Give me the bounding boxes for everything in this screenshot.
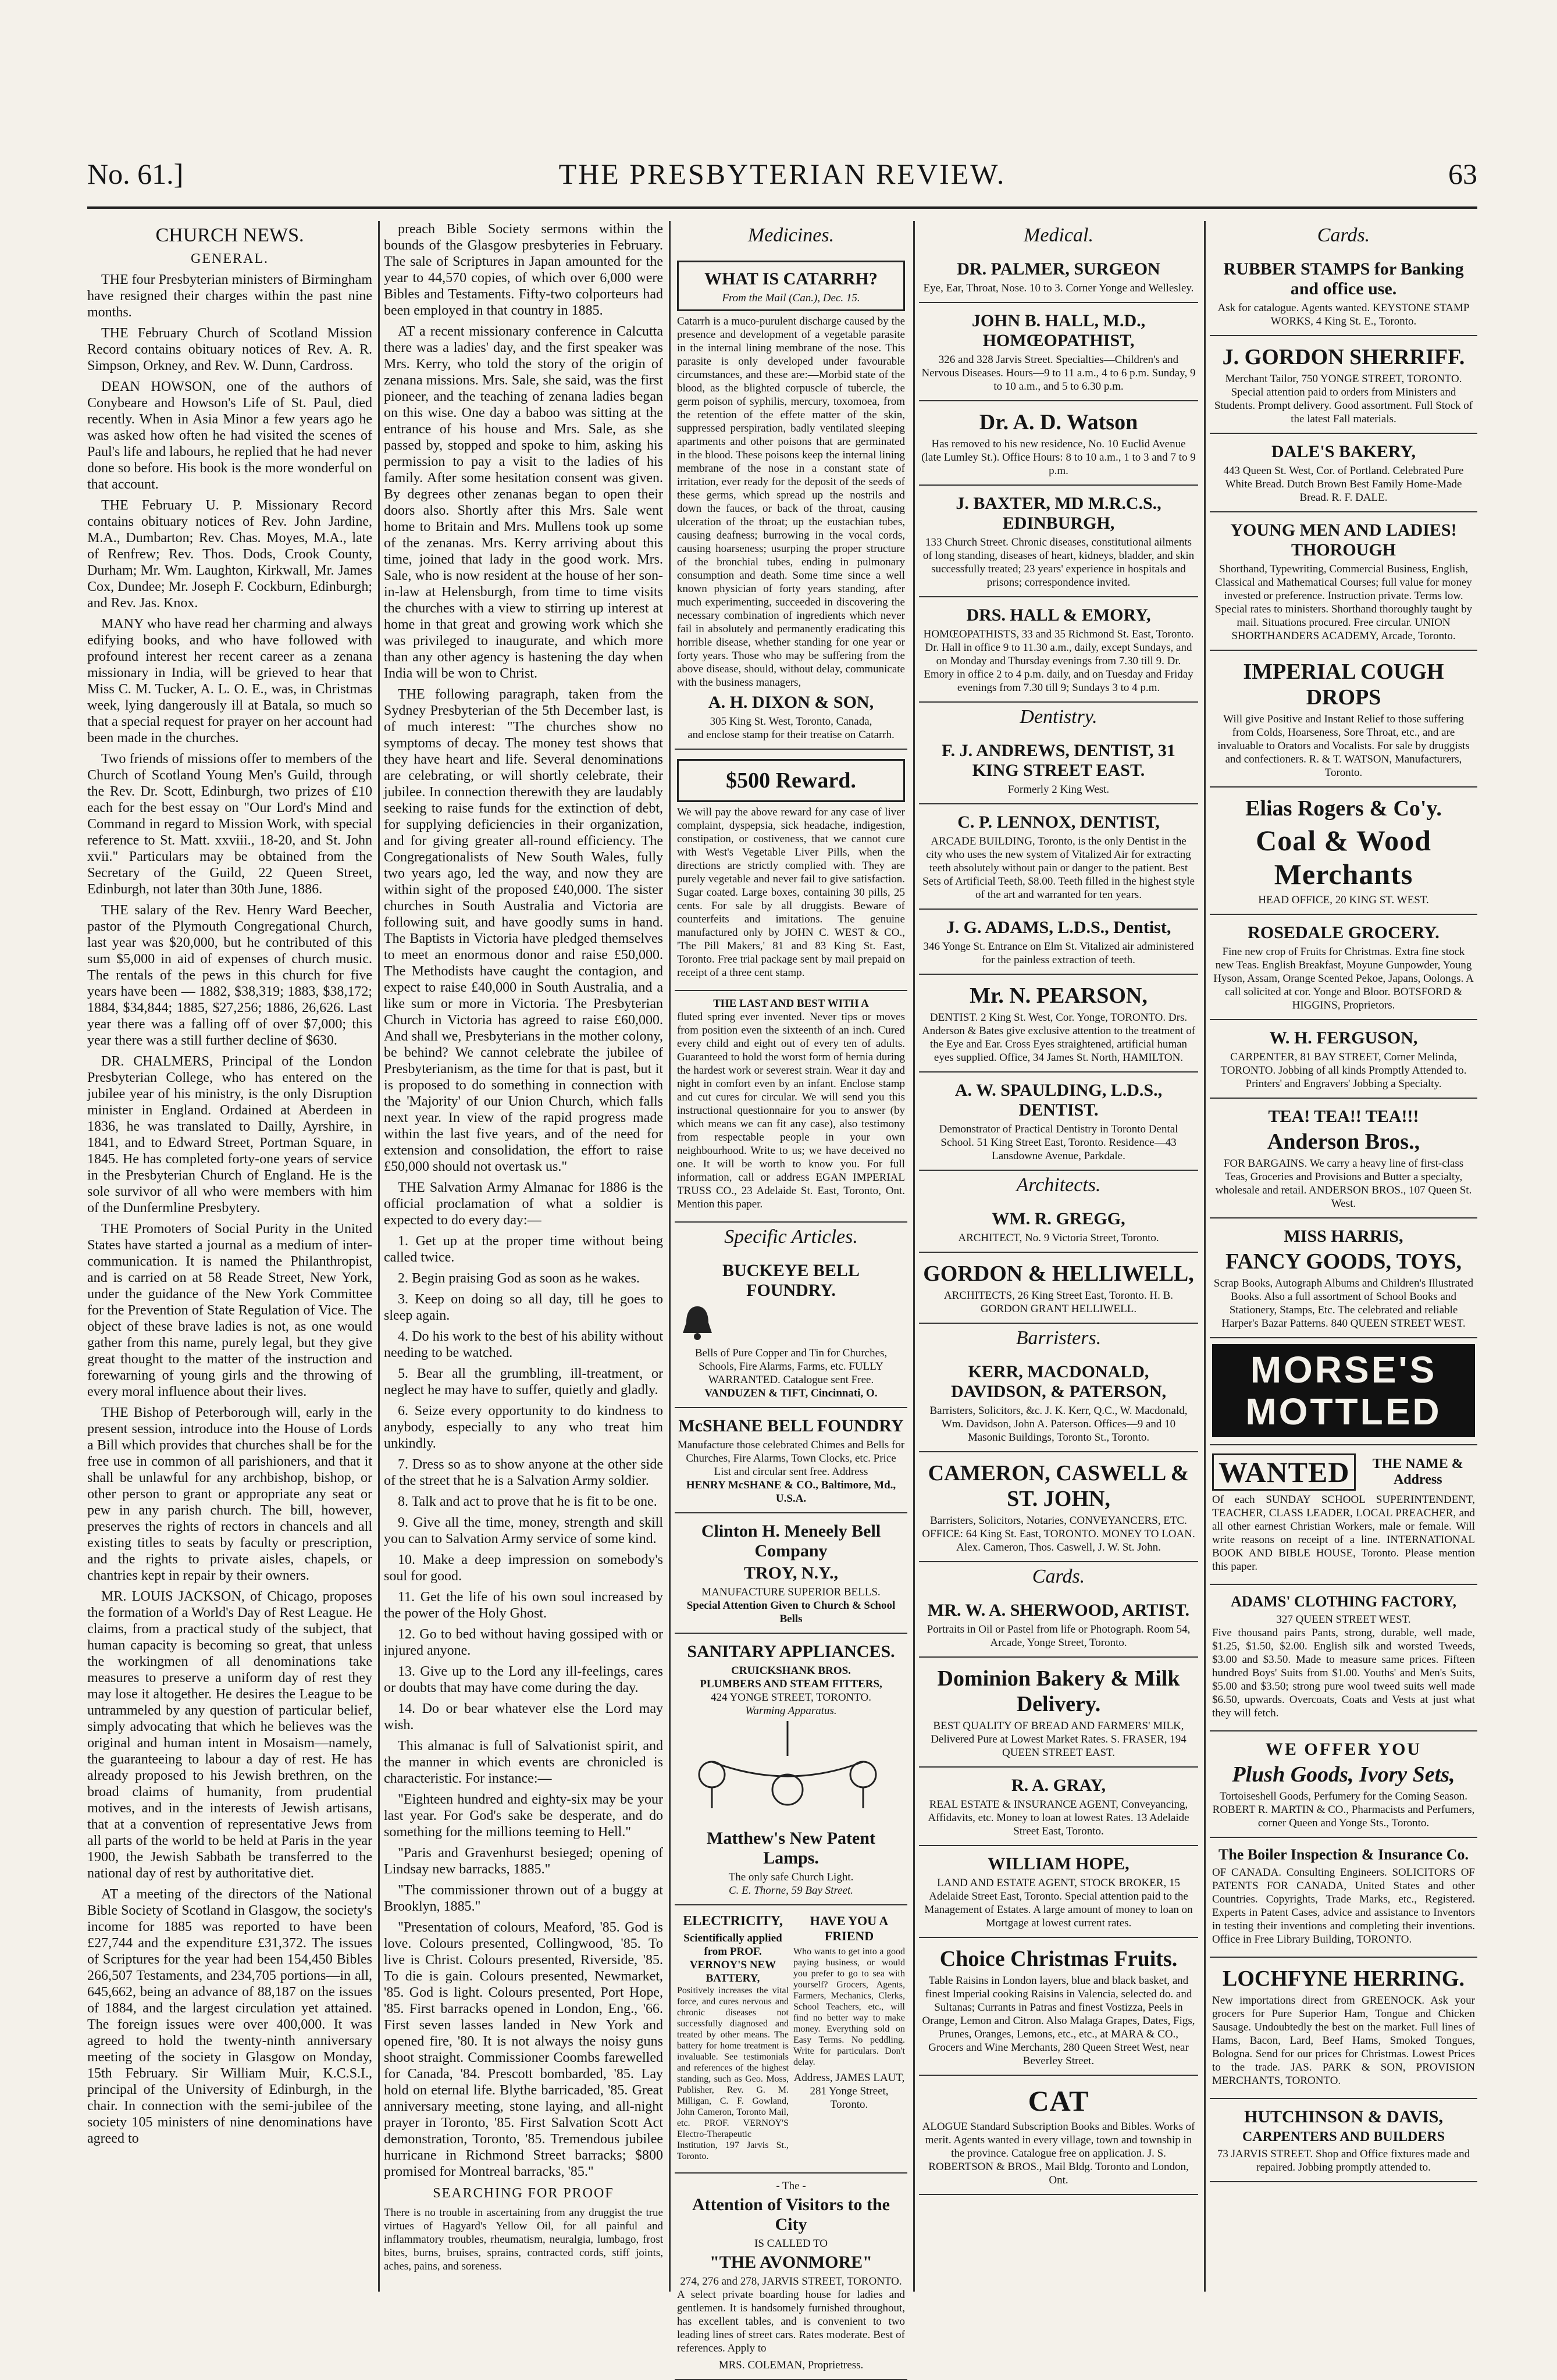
advert-text: HOMŒOPATHISTS, 33 and 35 Richmond St. East, Toronto. Dr. Hall in office 9 to 11.30 a.m., daily, except Sundays, and on Monday and Thursday evenings from 7.30 till 9. Dr. Emory in office 2 to 4 p.m. daily, and on Tuesday and Friday evenings from 7.30 till 9; Sundays 3 to 4 p.m. (923, 628, 1194, 694)
advert-firm: HENRY McSHANE & CO., Baltimore, Md., U.S.A. (686, 1479, 896, 1505)
advert-title: Dominion Bakery & Milk Delivery. (937, 1666, 1180, 1716)
advert-name: "THE AVONMORE" (710, 2253, 872, 2272)
adams-advert (1210, 1585, 1477, 1731)
paragraph: MANY who have read her charming and always edifying books, and who have followed with profound interest her recent career as a zenana missionary in India, will be grieved to hear that Miss C. M. Tucker, A. L. O. E., was, in Christmas week, lying dangerously ill at Batala, so much so that a special request for prayer on her account had been made in the churches. (87, 617, 372, 746)
section-heading: Dentistry. (1020, 706, 1098, 728)
paragraph: MR. LOUIS JACKSON, of Chicago, proposes the formation of a World's Day of Rest League. He claims, from a practical study of the subject, that human capacity is becoming so great, that unless the workingmen of all denominations take measures to preserve a uniform day of rest they may lose it altogether. He desires the League to be untrammeled by any question of particular belief, simply advocating that which he believes was the original and human intent in Mosaism—namely, the guaranteeing to labour a day of rest. He has already proposed to his Jewish brethren, on the broad claims of humanity, from prudential motives, and in the interests of Jewish artisans, that at a convention of representative Jews from all parts of the world to be held at Paris in the year 1900, the Jewish Sabbath be transferred to the national day of rest by authoritative diet. (87, 1589, 372, 1881)
advert-text: ALOGUE Standard Subscription Books and Bibles. Works of merit. Agents wanted in every village, town and township in the province. Catalogue free on application. J. S. ROBERTSON & BROS., Mail Bldg. Toronto and London, Ont. (922, 2121, 1195, 2186)
advert-title: SANITARY APPLIANCES. (687, 1642, 895, 1661)
advert-text: REAL ESTATE & INSURANCE AGENT, Conveyancing, Affidavits, etc. Money to loan at lowest Rates. 13 Adelaide Street East, Toronto. (928, 1798, 1189, 1837)
advert-title: CAMERON, CASWELL & ST. JOHN, (928, 1461, 1189, 1511)
advert-firm: VANDUZEN & TIFT, Cincinnati, O. (704, 1387, 878, 1399)
advert-subtitle: Plush Goods, Ivory Sets, (1232, 1762, 1455, 1787)
advert-text: Who wants to get into a good paying business, or would you prefer to go to sea with yourself? Grocers, Agents, Farmers, Mechanics, Clerks, School Teachers, etc., will find no better way to make money. Everything sold on Easy Terms. No peddling. Write for particulars. Don't delay. (793, 1947, 905, 2067)
article-body (87, 272, 372, 2147)
advert-text: 346 Yonge St. Entrance on Elm St. Vitalized air administered for the painless extraction of teeth. (923, 940, 1194, 966)
advert-source: From the Mail (Can.), Dec. 15. (722, 292, 860, 304)
page-number: 63 (1448, 158, 1477, 190)
advert-card (919, 1938, 1198, 2076)
paragraph: 11. Get the life of his own soul increased by the power of the Holy Ghost. (384, 1590, 663, 1621)
advert-card (919, 1658, 1198, 1768)
advert-title: Anderson Bros., (1267, 1130, 1420, 1154)
advert-title: F. J. ANDREWS, DENTIST, 31 KING STREET EAST. (942, 741, 1175, 780)
advert-card (919, 2076, 1198, 2195)
advert-title: Dr. A. D. Watson (979, 410, 1138, 434)
paragraph: 3. Keep on doing so all day, till he goes to sleep again. (384, 1292, 663, 1323)
buckeye-advert (675, 1253, 907, 1408)
advert-text: Five thousand pairs Pants, strong, durable, well made, $1.25, $1.50, $2.00. English silk and worsted Tweeds, $3.00 and $3.50. Made to measure same prices. Fifteen hundred Boys' Suits from $1.00. Youths' and Men's Suits, $5.00 and $3.50; strong pure wool tweed suits well made $6.50, upwards. Overcoats, Coats and Vests at just what they will fetch. (1212, 1627, 1475, 1719)
electricity-friend-adverts (675, 1905, 907, 2174)
advert-text: We will pay the above reward for any case of liver complaint, dyspepsia, sick headache, indigestion, constipation, or costiveness, that we cannot cure with West's Vegetable Liver Pills, when the directions are strictly complied with. They are purely vegetable and never fail to give satisfaction. Sugar coated. Large boxes, containing 30 pills, 25 cents. For sale by all druggists. Beware of counterfeits and imitations. The genuine manufactured only by JOHN C. WEST & CO., 'The Pill Makers,' 81 and 83 King St. East, Toronto. Free trial package sent by mail prepaid on receipt of a three cent stamp. (677, 806, 905, 979)
advert-card (919, 1846, 1198, 1938)
advert-card (1210, 251, 1477, 336)
advert-text: Tortoiseshell Goods, Perfumery for the Coming Season. ROBERT R. MARTIN & CO., Pharmacists and Perfumers, corner Queen and Yonge Sts., Toronto. (1212, 1790, 1475, 1829)
advert-address: Address, JAMES LAUT, 281 Yonge Street, Toronto. (793, 2072, 905, 2111)
advert-firm: A. H. DIXON & SON, (708, 693, 874, 712)
advert-title: W. H. FERGUSON, (1269, 1028, 1418, 1048)
advert-text: Will give Positive and Instant Relief to those suffering from Colds, Hoarseness, Sore Throat, etc., and are invaluable to Orators and Vocalists. For sale by druggists and confectioners. R. & T. WATSON, Manufacturers, Toronto. (1217, 713, 1470, 779)
advert-special: Special Attention Given to Church & School Bells (686, 1599, 896, 1625)
column-cards (1210, 221, 1477, 2292)
advert-text: ARCHITECTS, 26 King Street East, Toronto. H. B. GORDON GRANT HELLIWELL. (943, 1289, 1174, 1315)
card-adverts (919, 1592, 1198, 2195)
advert-text: Scrap Books, Autograph Albums and Children's Illustrated Books. Also a full assortment of School Books and Stationery, Stamps, Etc. The celebrated and reliable Harper's Bazar Patterns. 840 QUEEN STREET WEST. (1213, 1277, 1474, 1330)
advert-title: A. W. SPAULDING, L.D.S., DENTIST. (954, 1081, 1163, 1120)
advert-text: Catarrh is a muco-purulent discharge caused by the presence and development of a vegetable parasite in the internal lining membrane of the nose. This parasite is only developed under favourable circumstances, and these are:—Morbid state of the blood, as the blighted corpuscle of tubercle, the germ poison of syphilis, mercury, toxomoea, from the retention of the effete matter of the skin, suppressed perspiration, badly ventilated sleeping apartments and other poisons that are germinated in the blood. These poisons keep the internal lining membrane of the nose in a constant state of irritation, ever ready for the deposit of the seeds of these germs, which spread up the nostrils and down the fauces, or back of the throat, causing ulceration of the throat; up the eustachian tubes, causing deafness; burrowing in the vocal cords, causing hoarseness; usurping the proper structure of the bronchial tubes, ending in pulmonary consumption and death. Some time since a well known physician of forty years standing, after much experimenting, succeeded in discovering the necessary combination of ingredients which never fail in absolutely and permanently eradicating this horrible disease, whether standing for one year or forty years. Those who may be suffering from the above disease, should, without delay, communicate with the business managers, (677, 315, 905, 689)
paragraph: THE Promoters of Social Purity in the United States have started a journal as a medium of inter-communication. It is named the Philanthropist, and is carried on at 58 Reade Street, New York, under the guidance of the New York Committee for the Prevention of State Regulation of Vice. The object of these brave ladies is not, as one would gather from this name, purely legal, but they give great thought to the matter of the instruction and forewarning of young girls and the throwing of every moral influence about their lives. (87, 1221, 372, 1399)
wanted-advert (1210, 1445, 1477, 1585)
advert-line: IS CALLED TO (754, 2238, 828, 2250)
paragraph: 6. Seize every opportunity to do kindness to anybody, especially to any who treat him unkindly. (384, 1403, 663, 1451)
notice-text: There is no trouble in ascertaining from any druggist the true virtues of Hagyard's Yellow Oil, for all painful and inflammatory troubles, rheumatism, neuralgia, lumbago, frost bites, burns, bruises, sprains, contracted cords, stiff joints, aches, pains, and soreness. (384, 2207, 663, 2272)
advert-title: THE LAST AND BEST WITH A (713, 997, 869, 1010)
advert-title: Attention of Visitors to the City (692, 2195, 890, 2234)
advert-title: RUBBER STAMPS for Banking and office use. (1223, 259, 1464, 298)
paragraph: THE following paragraph, taken from the Sydney Presbyterian of the 5th December last, is of much interest: "The churches show no symptoms of decay. The money test shows that they have heart and life. Several denominations are celebrating, or will shortly celebrate, their jubilee. In connection therewith they are laudably seeking to raise funds for the extinction of debt, for supplying deficiencies in their organization, and for giving greater all-round efficiency. The Congregationalists of New South Wales, fully two years ago, led the way, and now they are within sight of the proposed £40,000. The sister churches in South Australia and Victoria are following suit, and have goodly sums in hand. The Baptists in Victoria have pledged themselves to meet an enormous donor and raise £50,000. The Methodists have caught the contagion, and expect to raise £40,000 in South Australia, and a like sum or more in Victoria. The Presbyterian Church in Victoria has agreed to raise £60,000. And shall we, Presbyterians in the mother colony, be behind? We cannot celebrate the jubilee of Presbyterianism, as the time for that is past, but it is proposed to do something in connection with the 'Majority' of our Union Church, which falls next year. In view of the rapid progress made within the last five years, and of the need for extension and consolidation, the effort to raise £50,000 should not overtask us." (384, 687, 663, 1174)
advert-proprietor: MRS. COLEMAN, Proprietress. (718, 2359, 864, 2371)
advert-card (919, 733, 1198, 804)
advert-title: HUTCHINSON & DAVIS, (1244, 2107, 1443, 2126)
advert-title: ADAMS' CLOTHING FACTORY, (1231, 1593, 1456, 1610)
advert-title: WHAT IS CATARRH? (704, 269, 878, 288)
morse-mottled-banner (1212, 1344, 1475, 1437)
column-divider (669, 221, 671, 2292)
advert-text: Barristers, Solicitors, Notaries, CONVEYANCERS, ETC. OFFICE: 64 King St. East, TORONTO. MONEY TO LOAN. Alex. Cameron, Thos. Caswell, J. W. St. John. (922, 1515, 1195, 1554)
advert-text: A select private boarding house for ladies and gentlemen. It is handsomely furnished throughout, has excellent tables, and is convenient to two leading lines of street cars. Rates moderate. Best of references. Apply to (677, 2289, 905, 2354)
advert-card (1210, 336, 1477, 434)
advert-title: FANCY GOODS, TOYS, (1225, 1249, 1462, 1274)
advert-title: DALE'S BAKERY, (1271, 442, 1416, 461)
advert-title: ELECTRICITY, (683, 1914, 783, 1929)
advert-text: Ask for catalogue. Agents wanted. KEYSTONE STAMP WORKS, 4 King St. E., Toronto. (1217, 302, 1470, 327)
advert-text: LAND AND ESTATE AGENT, STOCK BROKER, 15 Adelaide Street East, Toronto. Special attention paid to the Management of Estates. A large amount of money to loan on Mortgage at lowest current rates. (924, 1877, 1193, 1929)
paragraph: This almanac is full of Salvationist spirit, and the manner in which events are chronicled is characteristic. For instance:— (384, 1738, 663, 1786)
advert-title: Mr. N. PEARSON, (970, 984, 1148, 1008)
paragraph: THE salary of the Rev. Henry Ward Beecher, pastor of the Plymouth Congregational Church, last year was $20,000, but he contributed of this sum $5,000 in aid of expenses of church music. The rentals of the pews in this church for five years have been — 1882, $38,319; 1883, $38,172; 1884, $34,844; 1885, $27,256; 1886, 26,626. Last year there was a falling off of over $7,000; this year there was a still further decline of $630. (87, 903, 372, 1048)
advert-title: C. P. LENNOX, DENTIST, (957, 813, 1160, 832)
advert-title: MISS HARRIS, (1284, 1227, 1403, 1246)
catarrh-advert (675, 251, 907, 750)
advert-text: BEST QUALITY OF BREAD AND FARMERS' MILK, Delivered Pure at Lowest Market Rates. S. FRASER, 194 QUEEN STREET EAST. (931, 1720, 1187, 1759)
paragraph: DR. CHALMERS, Principal of the London Presbyterian College, who has entered on the jubilee year of his ministry, is the only Disruption minister in England. Ordained at Aberdeen in 1836, he was translated to Dailly, Ayrshire, in 1841, and to Edward Street, Portman Square, in 1845. He has completed forty-one years of service in the Presbyterian Church of England. He is the sole survivor of all who were members with him of the Dunfermline Presbytery. (87, 1054, 372, 1216)
electricity-advert (677, 1911, 789, 2165)
advert-title: BUCKEYE BELL FOUNDRY. (722, 1261, 860, 1300)
advert-title: R. A. GRAY, (1011, 1776, 1106, 1795)
architect-adverts (919, 1201, 1198, 1324)
advert-title: Coal & Wood Merchants (1256, 824, 1431, 890)
section-heading: Medicines. (747, 225, 835, 246)
section-heading: Specific Articles. (724, 1226, 858, 1248)
notice-heading: SEARCHING FOR PROOF (433, 2186, 614, 2201)
paragraph: 2. Begin praising God as soon as he wakes. (398, 1271, 640, 1286)
advert-card (919, 1452, 1198, 1562)
lamps-subtitle: The only safe Church Light. (728, 1871, 854, 1883)
advert-title: McSHANE BELL FOUNDRY (678, 1416, 904, 1435)
mcshane-advert (675, 1408, 907, 1513)
issue-number: No. 61.] (87, 158, 184, 190)
advert-city: TROY, N.Y., (744, 1563, 838, 1583)
advert-text: Bells of Pure Copper and Tin for Churches, Schools, Fire Alarms, Farms, etc. FULLY WARRANTED. Catalogue sent Free. (694, 1347, 888, 1386)
advert-text: OF CANADA. Consulting Engineers. SOLICITORS OF PATENTS FOR CANADA, United States and other Countries. Copyrights, Trade Marks, etc., Registered. Experts in Patent Cases, advice and assistance to Inventors in testing their inventions and completing their inventions. Office in Free Library Building, TORONTO. (1212, 1866, 1475, 1946)
advert-title: IMPERIAL COUGH DROPS (1243, 660, 1444, 710)
advert-text: 443 Queen St. West, Cor. of Portland. Celebrated Pure White Bread. Dutch Brown Best Family Home-Made Bread. R. F. DALE. (1223, 465, 1464, 504)
advert-text: 133 Church Street. Chronic diseases, constitutional ailments of long standing, diseases of heart, kidneys, bladder, and skin successfully treated; 23 years' experience in hospitals and prisons; correspondence invited. (922, 536, 1195, 589)
hutchinson-advert (1210, 2099, 1477, 2182)
advert-text: fluted spring ever invented. Never tips or moves from position even the sixteenth of an inch. Cured every child and eight out of every ten of adults. Guaranteed to hold the worst form of hernia during the hardest work or severest strain. Wear it day and night in comfort even by an infant. Enclose stamp and cut cures for circular. We will send you this instructional questionnaire for you to answer (by which means we can fit any case), also testimony from respectable people in your own neighbourhood. Write to us; we have deceived no one. It will be worth to know you. For full information, call or address EGAN IMPERIAL TRUSS CO., 23 Adelaide St. East, Toronto, Ont. Mention this paper. (677, 1011, 905, 1210)
bell-icon (677, 1303, 718, 1344)
section-heading: Architects. (1016, 1174, 1101, 1196)
advert-title: The Boiler Inspection & Insurance Co. (1218, 1846, 1469, 1863)
advert-text: Shorthand, Typewriting, Commercial Business, English, Classical and Mathematical Courses; full value for money invested or preference. Instruction private. Terms low. Special rates to ministers. Shorthand thoroughly taught by mail. Situations procured. Free circular. UNION SHORTHANDERS ACADEMY, Arcade, Toronto. (1214, 563, 1473, 642)
page-header (87, 157, 1477, 204)
advert-address: 274, 276 and 278, JARVIS STREET, TORONTO. (680, 2275, 902, 2288)
advert-title: CAT (1028, 2085, 1089, 2117)
paragraph: 9. Give all the time, money, strength and skill you can to Salvation Army service of some kind. (384, 1515, 663, 1547)
advert-text: Positively increases the vital force, and cures nervous and chronic diseases not successfully diagnosed and treated by other means. The battery for home treatment is invaluable. See testimonials and references of the highest standing, such as Geo. Moss, Publisher, Rev. G. M. Milligan, C. F. Gowland, John Cameron, Toronto Mail, etc. PROF. VERNOY'S Electro-Therapeutic Institution, 197 Jarvis St., Toronto. (677, 1986, 789, 2161)
advert-subtitle: CARPENTERS AND BUILDERS (1242, 2129, 1445, 2144)
dentistry-adverts (919, 733, 1198, 1171)
paragraph: "Presentation of colours, Meaford, '85. God is love. Colours presented, Collingwood, '85. To live is Christ. Colours presented, Riverside, '85. To die is gain. Colours presented, Newmarket, '85. God is light. Colours presented, Port Hope, '85. First barracks opened in London, Eng., '66. First seven lasses landed in New York and opened fire, '80. It is not always the noisy guns shoot straight. Commissioner Coombs farewelled for Canada, '84. Prescott bombarded, '85. Lay hold on eternal life. Blythe barricaded, '85. Great anniversary meeting, stone laying, and all-night prayer in Toronto, '85. First Salvation Scott Act demonstration, Toronto, '85. Tremendous jubilee hurricane in Richmond Street barracks; $800 promised for Montreal barracks, '85." (384, 1920, 663, 2179)
paragraph: 8. Talk and act to prove that he is fit to be one. (398, 1494, 657, 1509)
advert-subtitle: Scientifically applied from PROF. VERNOY'S NEW BATTERY, (683, 1932, 782, 1984)
advert-text: MANUFACTURE SUPERIOR BELLS. (701, 1586, 881, 1598)
section-heading: Barristers. (1016, 1327, 1102, 1349)
advert-title: J. BAXTER, MD M.R.C.S., EDINBURGH, (956, 494, 1161, 533)
advert-title: $500 Reward. (726, 768, 856, 793)
advert-card (1210, 1218, 1477, 1338)
advert-text: ARCHITECT, No. 9 Victoria Street, Toronto. (958, 1232, 1159, 1244)
friend-advert (793, 1911, 905, 2165)
column-divider (913, 221, 915, 2292)
column-continued-news (384, 221, 663, 2292)
advert-title: WM. R. GREGG, (992, 1209, 1125, 1228)
column-medical (919, 221, 1198, 2292)
advert-title: WE OFFER YOU (1265, 1740, 1422, 1759)
advert-title: KERR, MACDONALD, DAVIDSON, & PATERSON, (950, 1362, 1167, 1401)
advert-text: Manufacture those celebrated Chimes and Bells for Churches, Fire Alarms, Town Clocks, etc. Price List and circular sent free. Address (677, 1439, 905, 1478)
advert-card (1210, 651, 1477, 788)
barrister-adverts (919, 1354, 1198, 1562)
card-adverts (1210, 251, 1477, 1338)
column-divider (1204, 221, 1206, 2292)
advert-text: Has removed to his new residence, No. 10 Euclid Avenue (late Lumley St.). Office Hours: 8 to 10 a.m., 1 to 3 and 7 to 9 p.m. (921, 438, 1196, 477)
advert-card (919, 1201, 1198, 1253)
advert-title: TEA! TEA!! TEA!!! (1268, 1107, 1419, 1126)
advert-card (919, 1592, 1198, 1658)
paragraph: THE February U. P. Missionary Record contains obituary notices of Rev. John Jardine, M.A., Dumbarton; Rev. Chas. Moyes, M.A., late of Renfrew; Rev. Thos. Dods, Crook County, Durham; Mr. Wm. Laughton, Kirkwall, Mr. James Cox, Dundee; Mr. Joseph F. Cockburn, Edinburgh; and Rev. Jas. Knox. (87, 498, 372, 611)
column-church-news (87, 221, 372, 2292)
sanitary-advert (675, 1634, 907, 1905)
avonmore-advert (675, 2174, 907, 2380)
advert-address: 305 King St. West, Toronto, Canada, (710, 715, 872, 728)
advert-card (1210, 915, 1477, 1020)
paragraph: 4. Do his work to the best of his ability without needing to be watched. (384, 1329, 663, 1360)
wanted-side: THE NAME & Address (1372, 1456, 1463, 1487)
advert-card (919, 804, 1198, 910)
advert-card (1210, 788, 1477, 915)
paragraph: AT a meeting of the directors of the National Bible Society of Scotland in Glasgow, the society's income for 1885 was reported to have been £27,744 and the expenditure £31,372. The issues of Scriptures for the year had been 154,450 Bibles 266,507 Testaments, and 234,705 portions—in all, 645,662, being an advance of 88,187 on the issues of 1884, and the largest circulation yet attained. The foreign issues were over 400,000. It was agreed to hold the twenty-ninth anniversary meeting of the society in Glasgow on Monday, 15th February. Sir William Muir, K.C.S.I., principal of the University of Edinburgh, in the chair. In connection with the semi-jubilee of the society 105 ministers of nine denominations have agreed to (87, 1887, 372, 2146)
advert-title: LOCHFYNE HERRING. (1223, 1966, 1465, 1991)
publication-title: THE PRESBYTERIAN REVIEW. (558, 158, 1006, 190)
advert-text: CARPENTER, 81 BAY STREET, Corner Melinda, TORONTO. Jobbing of all kinds Promptly Attended to. Printers' and Engravers' Jobbing a Specialty. (1220, 1051, 1467, 1090)
advert-tag: Warming Apparatus. (745, 1705, 837, 1717)
paragraph: DEAN HOWSON, one of the authors of Conybeare and Howson's Life of St. Paul, died recently. When in Asia Minor a few years ago he was asked how often he had visited the scenes of Paul's life and labours, he replied that he had never done so before. His book is the more wonderful on that account. (87, 379, 372, 492)
advert-kicker: - The - (776, 2180, 806, 2192)
advert-text: Eye, Ear, Throat, Nose. 10 to 3. Corner Yonge and Wellesley. (923, 282, 1194, 294)
advert-text: 326 and 328 Jarvis Street. Specialties—Children's and Nervous Diseases. Hours—9 to 11 a.m., 4 to 6 p.m. Sunday, 9 to 10 a.m., and 5 to 6.30 p.m. (921, 354, 1196, 393)
advert-title: DRS. HALL & EMORY, (966, 605, 1151, 625)
advert-subtitle: PLUMBERS AND STEAM FITTERS, (700, 1678, 882, 1690)
lamps-title: Matthew's New Patent Lamps. (707, 1829, 875, 1868)
advert-title: YOUNG MEN AND LADIES! THOROUGH (1230, 521, 1457, 560)
advert-address: 424 YONGE STREET, TORONTO. (710, 1691, 872, 1704)
advert-card (919, 1073, 1198, 1171)
reward-advert (675, 750, 907, 991)
paragraph: 10. Make a deep impression on somebody's soul for good. (384, 1552, 663, 1584)
advert-firm: CRUICKSHANK BROS. (731, 1665, 851, 1677)
advert-text: HEAD OFFICE, 20 KING ST. WEST. (1258, 894, 1429, 906)
paragraph: "Paris and Gravenhurst besieged; opening of Lindsay new barracks, 1885." (384, 1845, 663, 1877)
advert-card (919, 401, 1198, 486)
advert-card (1210, 1099, 1477, 1218)
paragraph: 1. Get up at the proper time without being called twice. (384, 1234, 663, 1265)
advert-title: Choice Christmas Fruits. (939, 1947, 1178, 1971)
paragraph: 13. Give up to the Lord any ill-feelings, cares or doubts that may have come during the day. (384, 1664, 663, 1695)
advert-title: MR. W. A. SHERWOOD, ARTIST. (928, 1601, 1189, 1620)
section-subheading: GENERAL. (191, 251, 269, 266)
advert-text: Portraits in Oil or Pastel from life or Photograph. Room 54, Arcade, Yonge Street, Toronto. (927, 1623, 1191, 1649)
advert-title: HAVE YOU A FRIEND (810, 1914, 889, 1943)
advert-card (1210, 512, 1477, 651)
column-medicines (675, 221, 907, 2371)
advert-text: Of each SUNDAY SCHOOL SUPERINTENDENT, TEACHER, CLASS LEADER, LOCAL PREACHER, and all other earnest Christian Workers, male or female. Will write reasons on receipt of a line. INTERNATIONAL BOOK AND BIBLE HOUSE, Toronto. Please mention this paper. (1212, 1494, 1475, 1573)
paragraph: THE Salvation Army Almanac for 1886 is the official proclamation of what a soldier is expected to do every day:— (384, 1180, 663, 1228)
advert-text: ARCADE BUILDING, Toronto, is the only Dentist in the city who uses the new system of Vitalized Air for extracting teeth absolutely without pain or danger to the patient. Best Sets of Artificial Teeth, $8.00. Teeth filled in the highest style of the art and warranted for ten years. (922, 835, 1195, 901)
advert-text: Table Raisins in London layers, blue and black basket, and finest Imperial cooking Raisins in Valencia, selected do. and Sultanas; Currants in Patras and finest Vostizza, Peels in Orange, Lemon and Citron. Also Malaga Grapes, Dates, Figs, Prunes, Oranges, Lemons, etc., etc., at MARA & CO., Grocers and Wine Merchants, 280 Queen Street West, near Beverley Street. (922, 1975, 1195, 2067)
paragraph: AT a recent missionary conference in Calcutta there was a ladies' day, and the first speaker was Mrs. Kerry, who told the story of the origin of zenana missions. Mrs. Sale, she said, was the first pioneer, and the teaching of zenana ladies began on this wise. One day a baboo was sitting at the entrance of his house and Mrs. Sale, as she passed by, stopped and spoke to him, asking his permission to pay a visit to the ladies of his family. After some hesitation consent was given. By degrees other zenanas began to open their doors also. Shortly after this Mrs. Sale went home to Britain and Mrs. Mullens took up some of the zenanas. Mrs. Kerry arriving about this time, joined that lady in the good work. Mrs. Sale, who is now resident at the house of her son-in-law at Helensburgh, from time to time visits the churches with a view to stirring up interest at home in that great and growing work which she was privileged to inaugurate, and which more than any other agency is hastening the day when India will be won to Christ. (384, 324, 663, 681)
paragraph: 5. Bear all the grumbling, ill-treatment, or neglect he may have to suffer, quietly and gladly. (384, 1366, 663, 1398)
section-heading: Medical. (1024, 225, 1093, 246)
advert-title: DR. PALMER, SURGEON (957, 259, 1160, 279)
truss-advert (675, 991, 907, 1223)
column-divider (378, 221, 380, 2292)
article-body (384, 221, 663, 2180)
advert-text: New importations direct from GREENOCK. Ask your grocers for Pure Superior Ham, Tongue and Chicken Sausage. Undoubtedly the best on the market. Full lines of Hams, Bacon, Lard, Beef Hams, Smoked Tongues, Bologna. Send for our prices for Christmas. Lowest Prices to the trade. JAS. PARK & SON, PROVISION MERCHANTS, TORONTO. (1212, 1994, 1475, 2087)
paragraph: THE February Church of Scotland Mission Record contains obituary notices of Rev. A. R. Simpson, Orkney, and Rev. W. Dunn, Cardross. (87, 326, 372, 373)
advert-card (919, 1354, 1198, 1452)
advert-card (919, 1253, 1198, 1324)
section-heading: CHURCH NEWS. (155, 225, 304, 246)
advert-title: JOHN B. HALL, M.D., HOMŒOPATHIST, (971, 311, 1146, 350)
advert-address: 327 QUEEN STREET WEST. (1276, 1613, 1411, 1626)
advert-title: GORDON & HELLIWELL, (923, 1262, 1194, 1286)
paragraph: Two friends of missions offer to members of the Church of Scotland Young Men's Guild, through the Rev. Dr. Scott, Edinburgh, two prizes of £10 each for the best essay on "Our Lord's Mind and Command in regard to Mission Work, with special reference to St. Matt. xxviii., 18-20, and St. John xvii." Particulars may be obtained from the Secretary of the Guild, 22 Queen Street, Edinburgh, not later than 30th June, 1886. (87, 751, 372, 897)
martin-advert (1210, 1731, 1477, 1838)
advert-text: Fine new crop of Fruits for Christmas. Extra fine stock new Teas. English Breakfast, Moyune Gunpowder, Young Hyson, Assam, Orange Scented Pekoe, Japans, Oolongs. A call solicited at cor. Yonge and Bloor. BOTSFORD & HIGGINS, Proprietors. (1213, 946, 1474, 1011)
advert-text: Formerly 2 King West. (1007, 783, 1110, 796)
advert-card (1210, 434, 1477, 512)
advert-title: Clinton H. Meneely Bell Company (701, 1522, 881, 1560)
banner-line: MOTTLED (1245, 1391, 1442, 1433)
advert-title: J. GORDON SHERRIFF. (1222, 345, 1465, 369)
advert-card (919, 910, 1198, 975)
advert-title: ROSEDALE GROCERY. (1248, 923, 1440, 942)
paragraph: THE Bishop of Peterborough will, early in the present session, introduce into the House of Lords a Bill which provides that churches shall be for the free use in common of all parishioners, and that it shall be unlawful for any archbishop, bishop, or other person to grant or appropriate any seat or pew in any parish church. The bill, however, preserves the rights of rectors in chancels and all existing titles to seats by faculty or prescription, and the rights to private aisles, chapels, or chantries kept in repair by their owners. (87, 1405, 372, 1583)
advert-tail: and enclose stamp for their treatise on Catarrh. (687, 729, 895, 741)
paragraph: "The commissioner thrown out of a buggy at Brooklyn, 1885." (384, 1883, 663, 1914)
advert-title: J. G. ADAMS, L.D.S., Dentist, (946, 918, 1171, 937)
banner-line: MORSE'S (1250, 1349, 1437, 1391)
advert-text: Merchant Tailor, 750 YONGE STREET, TORONTO. Special attention paid to orders from Ministers and Students. Prompt delivery. Good assortment. Full Stock of the latest Fall materials. (1214, 373, 1473, 425)
advert-card (919, 975, 1198, 1073)
advert-text: 73 JARVIS STREET. Shop and Office fixtures made and repaired. Jobbing promptly attended to. (1217, 2148, 1470, 2174)
advert-card (919, 251, 1198, 303)
advert-title: WILLIAM HOPE, (988, 1854, 1130, 1873)
advert-card (919, 486, 1198, 597)
chandelier-illustration (677, 1721, 898, 1820)
section-heading: Cards. (1032, 1566, 1085, 1587)
paragraph: 12. Go to bed without having gossiped with or injured anyone. (384, 1627, 663, 1658)
herring-advert (1210, 1958, 1477, 2099)
wanted-headline: WANTED (1212, 1453, 1356, 1491)
section-heading: Cards. (1317, 225, 1370, 246)
morse-soap-advert (1210, 1338, 1477, 1445)
advert-text: Demonstrator of Practical Dentistry in Toronto Dental School. 51 King Street East, Toronto. Residence—43 Lansdowne Avenue, Parkdale. (939, 1123, 1178, 1162)
paragraph: "Eighteen hundred and eighty-six may be your last year. For God's sake be desperate, and do something for the millions teeming to Hell." (384, 1792, 663, 1840)
paragraph: THE four Presbyterian ministers of Birmingham have resigned their charges within the past nine months. (87, 272, 372, 320)
meneely-advert (675, 1513, 907, 1634)
paragraph: preach Bible Society sermons within the bounds of the Glasgow presbyteries in February. The sale of Scriptures in Japan amounted for the year to 44,570 copies, of which over 6,000 were Bibles and Testaments. Fifty-two colporteurs had been employed in that country in 1885. (384, 222, 663, 318)
medical-adverts (919, 251, 1198, 703)
lamps-address: C. E. Thorne, 59 Bay Street. (728, 1884, 854, 1897)
advert-text: FOR BARGAINS. We carry a heavy line of first-class Teas, Groceries and Provisions and Butter a specialty, wholesale and retail. ANDERSON BROS., 107 Queen St. West. (1215, 1157, 1472, 1210)
advert-card (919, 1768, 1198, 1846)
advert-card (1210, 1020, 1477, 1099)
boiler-advert (1210, 1838, 1477, 1958)
advert-title: Elias Rogers & Co'y. (1245, 796, 1442, 821)
header-rule (87, 206, 1477, 209)
paragraph: 7. Dress so as to show anyone at the other side of the street that he is a Salvation Army soldier. (384, 1457, 663, 1488)
advert-card (919, 597, 1198, 703)
advert-card (919, 303, 1198, 401)
advert-text: Barristers, Solicitors, &c. J. K. Kerr, Q.C., W. Macdonald, Wm. Davidson, John A. Paterson. Offices—9 and 10 Masonic Buildings, Toronto St., Toronto. (929, 1405, 1188, 1444)
paragraph: 14. Do or bear whatever else the Lord may wish. (384, 1701, 663, 1733)
advert-text: DENTIST. 2 King St. West, Cor. Yonge, TORONTO. Drs. Anderson & Bates give exclusive attention to the treatment of the Eye and Ear. Cross Eyes straightened, artificial human eyes supplied. Office, 34 James St. North, HAMILTON. (921, 1011, 1196, 1064)
